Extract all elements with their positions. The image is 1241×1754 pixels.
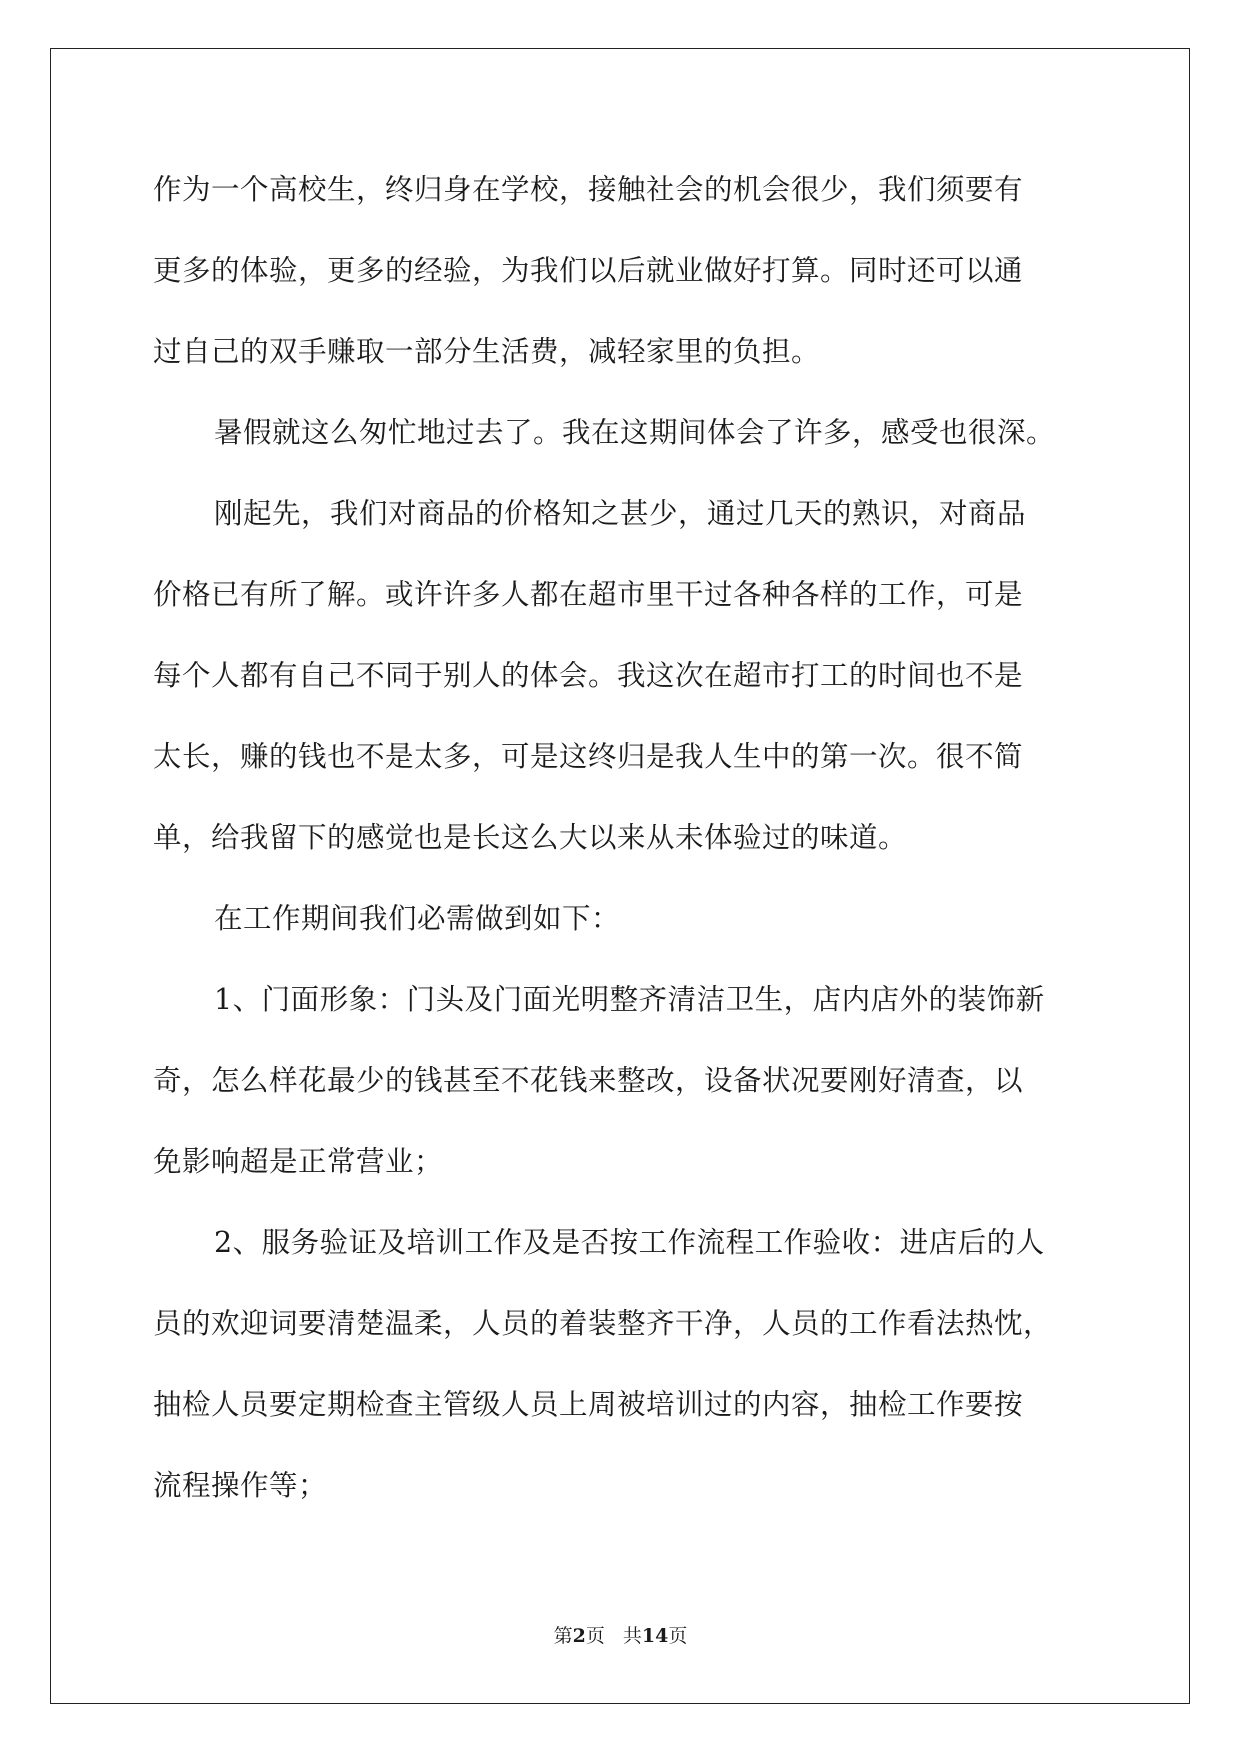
body-line: 抽检人员要定期检查主管级人员上周被培训过的内容，抽检工作要按 bbox=[153, 1388, 1024, 1421]
total-page-count: 14 bbox=[641, 1625, 669, 1647]
body-line: 价格已有所了解。或许许多人都在超市里干过各种各样的工作，可是 bbox=[153, 578, 1024, 611]
list-item-1-line: 1、门面形象：门头及门面光明整齐清洁卫生，店内店外的装饰新 bbox=[214, 983, 1045, 1016]
body-line: 奇，怎么样花最少的钱甚至不花钱来整改，设备状况要刚好清查，以 bbox=[153, 1064, 1024, 1097]
paragraph-start-line: 暑假就这么匆忙地过去了。我在这期间体会了许多，感受也很深。 bbox=[214, 416, 1056, 449]
body-line: 免影响超是正常营业； bbox=[153, 1145, 444, 1178]
page-border bbox=[50, 48, 1190, 1704]
page-prefix: 第 bbox=[553, 1625, 573, 1647]
paragraph-start-line: 刚起先，我们对商品的价格知之甚少，通过几天的熟识，对商品 bbox=[214, 497, 1027, 530]
body-line: 流程操作等； bbox=[153, 1469, 328, 1502]
list-item-2-line: 2、服务验证及培训工作及是否按工作流程工作验收：进店后的人 bbox=[214, 1226, 1045, 1259]
body-line: 过自己的双手赚取一部分生活费，减轻家里的负担。 bbox=[153, 335, 821, 368]
body-line: 员的欢迎词要清楚温柔，人员的着装整齐干净，人员的工作看法热忱， bbox=[153, 1307, 1053, 1340]
body-line: 单，给我留下的感觉也是长这么大以来从未体验过的味道。 bbox=[153, 821, 908, 854]
body-line: 太长，赚的钱也不是太多，可是这终归是我人生中的第一次。很不简 bbox=[153, 740, 1024, 773]
total-suffix: 页 bbox=[668, 1625, 688, 1647]
body-line: 更多的体验，更多的经验，为我们以后就业做好打算。同时还可以通 bbox=[153, 254, 1024, 287]
body-line: 每个人都有自己不同于别人的体会。我这次在超市打工的时间也不是 bbox=[153, 659, 1024, 692]
paragraph-start-line: 在工作期间我们必需做到如下： bbox=[214, 902, 621, 935]
body-line: 作为一个高校生，终归身在学校，接触社会的机会很少，我们须要有 bbox=[153, 173, 1024, 206]
total-prefix: 共 bbox=[622, 1625, 642, 1647]
page-suffix: 页 bbox=[585, 1625, 605, 1647]
current-page-number: 2 bbox=[572, 1625, 586, 1647]
page-number-footer bbox=[0, 1624, 1241, 1648]
